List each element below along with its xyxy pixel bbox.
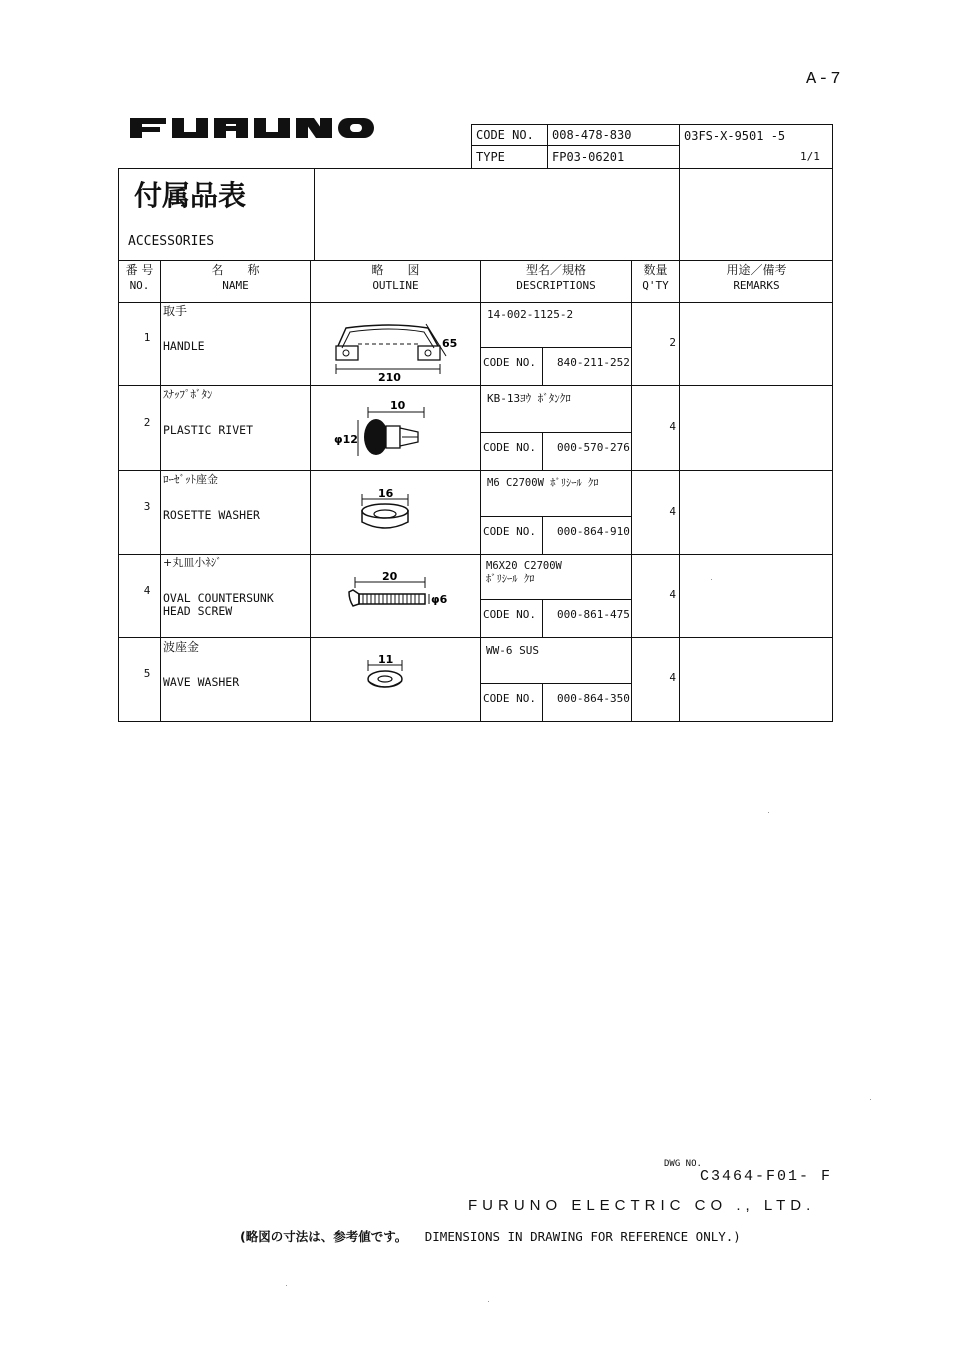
furuno-logo xyxy=(130,116,375,140)
row-2-name-en: PLASTIC RIVET xyxy=(163,423,254,437)
rivet-outline-drawing xyxy=(332,396,432,462)
rosette-washer-outline-drawing xyxy=(350,484,420,540)
row-3-name-en: ROSETTE WASHER xyxy=(163,508,260,522)
code-no-value: 008-478-830 xyxy=(547,124,680,146)
row-3-description: M6 C2700W ﾎﾞﾘｼｰﾙ ｸﾛ xyxy=(487,477,599,489)
row-1-name-en: HANDLE xyxy=(163,339,205,353)
row-5-code: 000-864-350 xyxy=(557,692,630,705)
col-header-outline: 略 図 OUTLINE xyxy=(371,263,420,292)
row-4-no: 4 xyxy=(143,584,151,597)
row-5-description: WW-6 SUS xyxy=(486,644,539,657)
row-1-qty: 2 xyxy=(669,336,676,349)
col-header-remarks: 用途／備考 REMARKS xyxy=(726,263,787,292)
row-2-name-ja: ｽﾅｯﾌﾟﾎﾞﾀﾝ xyxy=(163,388,213,401)
type-label: TYPE xyxy=(471,145,548,169)
reference-note xyxy=(240,1227,741,1245)
title-english: ACCESSORIES xyxy=(128,234,215,249)
rivet-dim-phi12: φ12 xyxy=(334,433,358,446)
row-5-code-label: CODE NO. xyxy=(483,692,536,705)
handle-dim-65: 65 xyxy=(442,337,458,350)
handle-dim-210: 210 xyxy=(378,371,401,384)
row-4-name-en: OVAL COUNTERSUNK HEAD SCREW xyxy=(163,591,274,618)
wave-washer-dim-11: 11 xyxy=(378,653,394,666)
col-header-name: 名 称 NAME xyxy=(211,263,260,292)
accessories-table xyxy=(118,168,833,722)
rosette-dim-16: 16 xyxy=(378,487,394,500)
row-4-code-label: CODE NO. xyxy=(483,608,536,621)
doc-id: 03FS-X-9501 -5 xyxy=(684,129,786,143)
page-number: A-7 xyxy=(806,70,843,89)
screw-outline-drawing xyxy=(345,566,455,614)
company-name: FURUNO ELECTRIC CO ., LTD. xyxy=(468,1197,816,1214)
row-5-no: 5 xyxy=(143,667,151,680)
col-header-descriptions: 型名／規格 DESCRIPTIONS xyxy=(516,263,596,292)
rivet-dim-10: 10 xyxy=(390,399,406,412)
type-value: FP03-06201 xyxy=(547,145,680,169)
row-5-name-en: WAVE WASHER xyxy=(163,675,240,689)
reference-note-ja: (略図の寸法は、参考値です。 xyxy=(240,1229,408,1244)
col-header-qty: 数量 Q'TY xyxy=(642,263,669,292)
col-header-no: 番 号 NO. xyxy=(125,263,154,292)
row-1-code-label: CODE NO. xyxy=(483,356,536,369)
row-3-qty: 4 xyxy=(669,505,676,518)
row-3-code-label: CODE NO. xyxy=(483,525,536,538)
row-5-qty: 4 xyxy=(669,671,676,684)
row-1-name-ja: 取手 xyxy=(163,304,188,318)
row-4-name-ja: +丸皿小ﾈｼﾞ xyxy=(163,556,222,569)
row-2-qty: 4 xyxy=(669,420,676,433)
row-3-code: 000-864-910 xyxy=(557,525,630,538)
row-3-name-ja: ﾛｰｾﾞｯﾄ座金 xyxy=(163,473,218,486)
title-japanese: 付属品表 xyxy=(134,179,247,212)
handle-outline-drawing xyxy=(330,318,470,384)
screw-dim-phi6: φ6 xyxy=(431,593,448,606)
row-2-no: 2 xyxy=(143,416,151,429)
sheet-number: 1/1 xyxy=(800,150,820,163)
row-1-description: 14-002-1125-2 xyxy=(487,308,574,321)
screw-dim-20: 20 xyxy=(382,570,398,583)
row-4-description: M6X20 C2700W ﾎﾞﾘｼｰﾙ ｸﾛ xyxy=(486,560,562,585)
row-4-code: 000-861-475 xyxy=(557,608,630,621)
row-5-name-ja: 波座金 xyxy=(163,640,200,654)
row-1-code: 840-211-252 xyxy=(557,356,630,369)
code-no-label: CODE NO. xyxy=(471,124,548,146)
row-2-code: 000-570-276 xyxy=(557,441,630,454)
drawing-number-label: DWG NO. xyxy=(664,1159,702,1169)
row-1-no: 1 xyxy=(143,331,151,344)
row-3-no: 3 xyxy=(143,500,151,513)
row-2-description: KB-13ﾖｳ ﾎﾞﾀﾝｸﾛ xyxy=(487,392,571,405)
wave-washer-outline-drawing xyxy=(360,651,410,693)
row-2-code-label: CODE NO. xyxy=(483,441,536,454)
row-4-qty: 4 xyxy=(669,588,676,601)
reference-note-en: DIMENSIONS IN DRAWING FOR REFERENCE ONLY.) xyxy=(424,1229,741,1244)
drawing-number: C3464-F01- F xyxy=(700,1168,833,1185)
